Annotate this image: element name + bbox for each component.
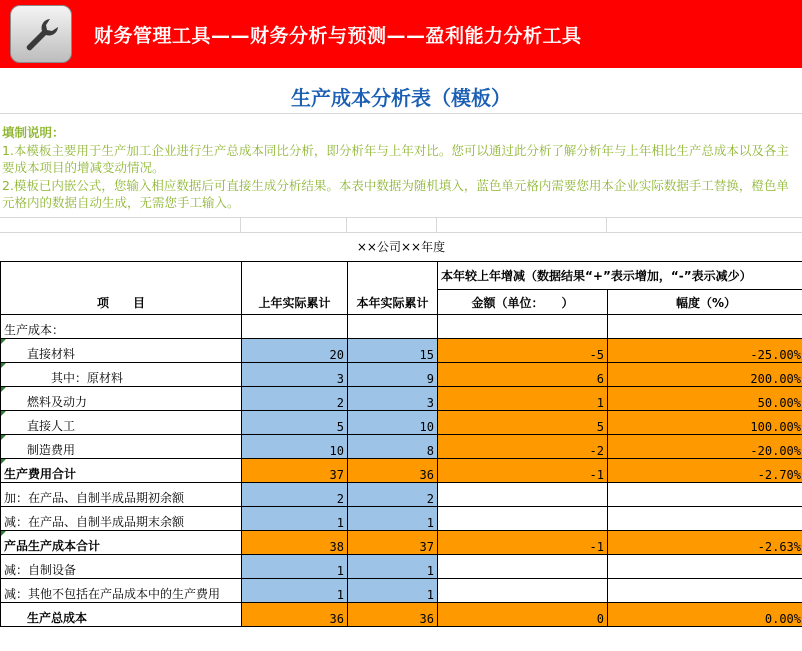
cell-amount[interactable] — [438, 555, 608, 579]
cell-rate[interactable]: -25.00% — [608, 339, 802, 363]
cell-prev[interactable]: 3 — [242, 363, 348, 387]
row-label[interactable]: 加：在产品、自制半成品期初余额 — [1, 483, 242, 507]
row-label[interactable]: 直接人工 — [1, 411, 242, 435]
wrench-icon[interactable] — [10, 5, 72, 63]
instructions-line-2: 2.模板已内嵌公式，您输入相应数据后可直接生成分析结果。本表中数据为随机填入，蓝色单元格内需要您用本企业实际数据手工替换，橙色单元格内的数据自动生成，无需您手工输入。 — [2, 177, 789, 210]
page-title: 生产成本分析表（模板） — [291, 86, 511, 110]
cell-amount[interactable] — [438, 315, 608, 339]
cell-curr[interactable]: 3 — [348, 387, 438, 411]
cell-curr[interactable]: 9 — [348, 363, 438, 387]
cell-curr[interactable] — [348, 315, 438, 339]
cell-prev[interactable]: 36 — [242, 603, 348, 627]
cell-rate[interactable] — [608, 555, 802, 579]
gridline — [606, 217, 607, 232]
cell-rate[interactable]: 50.00% — [608, 387, 802, 411]
table-row — [1, 507, 802, 531]
row-label[interactable]: 减：其他不包括在产品成本中的生产费用 — [1, 579, 242, 603]
cell-prev[interactable]: 10 — [242, 435, 348, 459]
cell-prev[interactable]: 38 — [242, 531, 348, 555]
table-row — [1, 603, 802, 627]
divider — [0, 113, 802, 114]
cell-rate[interactable]: 100.00% — [608, 411, 802, 435]
cell-amount[interactable] — [438, 483, 608, 507]
table-row — [1, 411, 802, 435]
cell-rate[interactable]: 0.00% — [608, 603, 802, 627]
row-label[interactable]: 燃料及动力 — [1, 387, 242, 411]
cell-amount[interactable]: -5 — [438, 339, 608, 363]
cell-amount[interactable]: -1 — [438, 531, 608, 555]
cell-prev[interactable]: 1 — [242, 555, 348, 579]
cell-amount[interactable] — [438, 579, 608, 603]
cell-curr[interactable]: 10 — [348, 411, 438, 435]
header-rate[interactable]: 幅度（%） — [608, 290, 802, 315]
table-row — [1, 555, 802, 579]
instructions-heading: 填制说明： — [2, 125, 65, 140]
gridline — [0, 232, 802, 233]
cell-prev[interactable]: 37 — [242, 459, 348, 483]
row-label[interactable]: 生产成本： — [1, 315, 242, 339]
cell-curr[interactable]: 36 — [348, 603, 438, 627]
table-row — [1, 315, 802, 339]
cell-prev[interactable]: 1 — [242, 579, 348, 603]
cell-prev[interactable]: 2 — [242, 387, 348, 411]
table-row — [1, 531, 802, 555]
header-item[interactable]: 项 目 — [1, 262, 242, 315]
gridline — [240, 217, 241, 232]
row-label[interactable]: 直接材料 — [1, 339, 242, 363]
header-curr-year[interactable]: 本年实际累计 — [348, 262, 438, 315]
cell-curr[interactable]: 1 — [348, 555, 438, 579]
cell-amount[interactable]: 1 — [438, 387, 608, 411]
cell-rate[interactable] — [608, 483, 802, 507]
row-label[interactable]: 减：自制设备 — [1, 555, 242, 579]
cell-rate[interactable]: -20.00% — [608, 435, 802, 459]
cell-prev[interactable]: 1 — [242, 507, 348, 531]
header-change-group[interactable]: 本年较上年增减（数据结果“+”表示增加，“-”表示减少） — [438, 262, 802, 290]
table-row — [1, 435, 802, 459]
table-row — [1, 483, 802, 507]
cell-amount[interactable]: 5 — [438, 411, 608, 435]
cell-curr[interactable]: 37 — [348, 531, 438, 555]
row-label[interactable]: 其中：原材料 — [1, 363, 242, 387]
header-prev-year[interactable]: 上年实际累计 — [242, 262, 348, 315]
cell-rate[interactable] — [608, 507, 802, 531]
cell-amount[interactable] — [438, 507, 608, 531]
cell-curr[interactable]: 15 — [348, 339, 438, 363]
cell-prev[interactable]: 2 — [242, 483, 348, 507]
cell-prev[interactable]: 5 — [242, 411, 348, 435]
table-row — [1, 579, 802, 603]
cost-analysis-table — [0, 261, 802, 627]
instructions — [2, 124, 799, 212]
cell-curr[interactable]: 36 — [348, 459, 438, 483]
table-row — [1, 459, 802, 483]
app-title: 财务管理工具——财务分析与预测——盈利能力分析工具 — [94, 25, 582, 47]
cell-amount[interactable]: 0 — [438, 603, 608, 627]
cell-rate[interactable]: 200.00% — [608, 363, 802, 387]
table-row — [1, 387, 802, 411]
cell-rate[interactable]: -2.70% — [608, 459, 802, 483]
cell-rate[interactable] — [608, 315, 802, 339]
app-header — [0, 0, 802, 68]
table-row — [1, 363, 802, 387]
row-label[interactable]: 生产总成本 — [1, 603, 242, 627]
instructions-line-1: 1.本模板主要用于生产加工企业进行生产总成本同比分析，即分析年与上年对比。您可以通过此分析了解分析年与上年相比生产总成本以及各主要成本项目的增减变动情况。 — [2, 142, 789, 175]
row-label[interactable]: 制造费用 — [1, 435, 242, 459]
header-amount[interactable]: 金额（单位： ） — [438, 290, 608, 315]
gridline — [346, 217, 347, 232]
cell-curr[interactable]: 2 — [348, 483, 438, 507]
cell-curr[interactable]: 8 — [348, 435, 438, 459]
cell-prev[interactable] — [242, 315, 348, 339]
row-label[interactable]: 生产费用合计 — [1, 459, 242, 483]
cell-rate[interactable]: -2.63% — [608, 531, 802, 555]
gridline — [0, 217, 802, 218]
table-row — [1, 339, 802, 363]
cell-amount[interactable]: -1 — [438, 459, 608, 483]
cell-prev[interactable]: 20 — [242, 339, 348, 363]
company-year-line: ××公司××年度 — [356, 240, 446, 254]
gridline — [436, 217, 437, 232]
row-label[interactable]: 减：在产品、自制半成品期末余额 — [1, 507, 242, 531]
cell-curr[interactable]: 1 — [348, 579, 438, 603]
row-label[interactable]: 产品生产成本合计 — [1, 531, 242, 555]
cell-curr[interactable]: 1 — [348, 507, 438, 531]
cell-rate[interactable] — [608, 579, 802, 603]
cell-amount[interactable]: -2 — [438, 435, 608, 459]
cell-amount[interactable]: 6 — [438, 363, 608, 387]
